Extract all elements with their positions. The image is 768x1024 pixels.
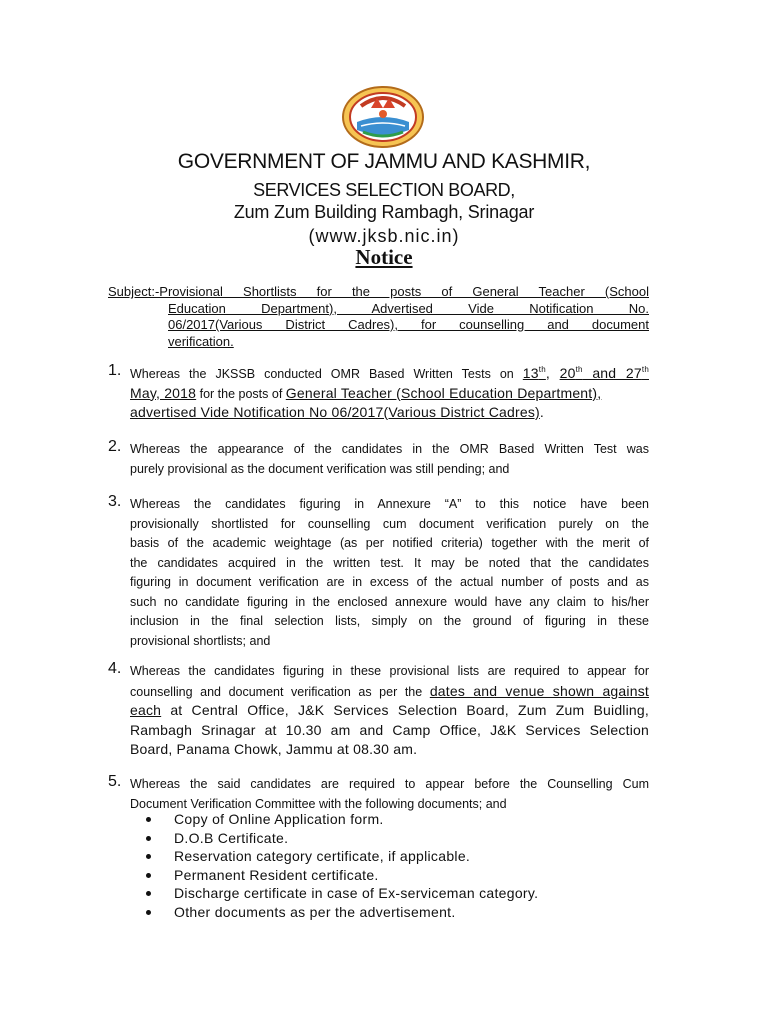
paragraph-3: [108, 495, 649, 651]
paragraph-line: Document Verification Committee with the following documents; and: [130, 796, 507, 811]
paragraph-line: Whereas the candidates figuring in these provisional lists are required to appear for: [130, 664, 649, 678]
paragraph-line: figuring in document verification are in excess of the actual number of posts and as: [130, 575, 649, 589]
list-item-text: D.O.B Certificate.: [174, 829, 289, 846]
paragraph-number: 4.: [108, 660, 122, 677]
paragraph-2: [108, 440, 649, 479]
paragraph-line: [130, 403, 649, 423]
paragraph-line: provisional shortlists; and: [130, 633, 271, 648]
notification-reference: advertised Vide Notification No 06/2017(Various District Cadres): [130, 404, 540, 420]
subject-line-4: verification.: [168, 333, 234, 349]
may-2018: May, 2018: [130, 384, 197, 401]
subject-line-2: Education Department), Advertised Vide Notification No.: [168, 300, 649, 316]
day-20: 20: [559, 365, 576, 381]
para4-text: counselling and document verification as per the: [130, 684, 430, 699]
paragraph-5: [108, 775, 649, 814]
paragraph-number: 5.: [108, 773, 122, 790]
central-office-text: at Central Office, J&K Services Selection Board, Zum Zum Buidling,: [161, 702, 649, 718]
day-27: and 27: [582, 365, 642, 381]
board-name: SERVICES SELECTION BOARD,: [253, 180, 515, 200]
full-stop: .: [539, 404, 545, 420]
list-item: [150, 810, 538, 829]
bullet-icon: [146, 854, 151, 859]
date-13th: [523, 365, 546, 381]
website-link[interactable]: (www.jksb.nic.in): [308, 226, 460, 246]
day-13: 13: [522, 365, 539, 381]
post-name: General Teacher (School Education Department),: [285, 384, 602, 401]
paragraph-number: 3.: [108, 493, 122, 510]
jkssb-emblem-icon: [341, 86, 425, 148]
each-underlined: each: [130, 702, 162, 718]
paragraph-line: provisionally shortlisted for counselling cum document verification purely on the: [130, 516, 649, 531]
board-address: Zum Zum Building Rambagh, Srinagar: [233, 202, 535, 222]
ordinal-th: th: [641, 365, 649, 374]
comma-separator: ,: [545, 365, 560, 381]
list-item: [150, 829, 538, 848]
paragraph-number: 2.: [108, 438, 122, 455]
bullet-icon: [146, 891, 151, 896]
date-27th: [583, 365, 649, 381]
bullet-icon: [146, 910, 151, 915]
paragraph-4: [108, 662, 649, 760]
paragraph-line: Whereas the said candidates are required to appear before the Counselling Cum: [130, 777, 649, 791]
paragraph-number: 1.: [108, 362, 122, 379]
date-20th: [560, 365, 583, 381]
paragraph-line: the candidates acquired in the written test. It may be noted that the candidates: [130, 555, 649, 570]
list-item: [150, 866, 538, 885]
paragraph-line: Board, Panama Chowk, Jammu at 08.30 am.: [130, 741, 418, 757]
ordinal-th: th: [538, 365, 546, 374]
para1-text-b: for the posts of: [196, 386, 286, 401]
list-item: [150, 884, 538, 903]
paragraph-line: basis of the academic weightage (as per notified criteria) together with the merit of: [130, 536, 649, 550]
paragraph-line: such no candidate figuring in the enclosed annexure would have any claim to his/her: [130, 594, 649, 609]
ordinal-th: th: [575, 365, 583, 374]
paragraph-line: purely provisional as the document verification was still pending; and: [130, 461, 510, 476]
bullet-icon: [146, 873, 151, 878]
list-item-text: Permanent Resident certificate.: [174, 866, 379, 883]
para1-text-a: Whereas the JKSSB conducted OMR Based Written Tests on: [130, 367, 523, 381]
paragraph-line: Whereas the candidates figuring in Annexure “A” to this notice have been: [130, 497, 649, 511]
paragraph-line: Rambagh Srinagar at 10.30 am and Camp Office, J&K Services Selection: [130, 721, 649, 738]
subject-block: [108, 284, 649, 350]
list-item-text: Reservation category certificate, if applicable.: [174, 848, 471, 864]
paragraph-line: inclusion in the final selection lists, simply on the ground of figuring in these: [130, 614, 649, 628]
document-list: [150, 810, 538, 921]
bullet-icon: [146, 817, 151, 822]
subject-line-3: 06/2017(Various District Cadres), for counselling and document: [168, 317, 649, 332]
notice-heading: Notice: [355, 245, 413, 269]
subject-line-1: Subject:-Provisional Shortlists for the posts of General Teacher (School: [108, 284, 649, 299]
bullet-icon: [146, 836, 151, 841]
list-item: [150, 903, 538, 922]
government-title: GOVERNMENT OF JAMMU AND KASHMIR,: [177, 150, 591, 173]
paragraph-line: [130, 364, 649, 384]
list-item-text: Other documents as per the advertisement.: [174, 903, 456, 920]
paragraph-line: Whereas the appearance of the candidates in the OMR Based Written Test was: [130, 442, 649, 456]
dates-venue-underlined: dates and venue shown against: [429, 682, 649, 699]
paragraph-1: [108, 364, 649, 423]
paragraph-line: [130, 682, 649, 702]
paragraph-line: [130, 701, 649, 721]
list-item-text: Discharge certificate in case of Ex-serviceman category.: [174, 885, 539, 901]
list-item: [150, 847, 538, 866]
list-item-text: Copy of Online Application form.: [174, 811, 384, 827]
paragraph-line: [130, 384, 649, 404]
